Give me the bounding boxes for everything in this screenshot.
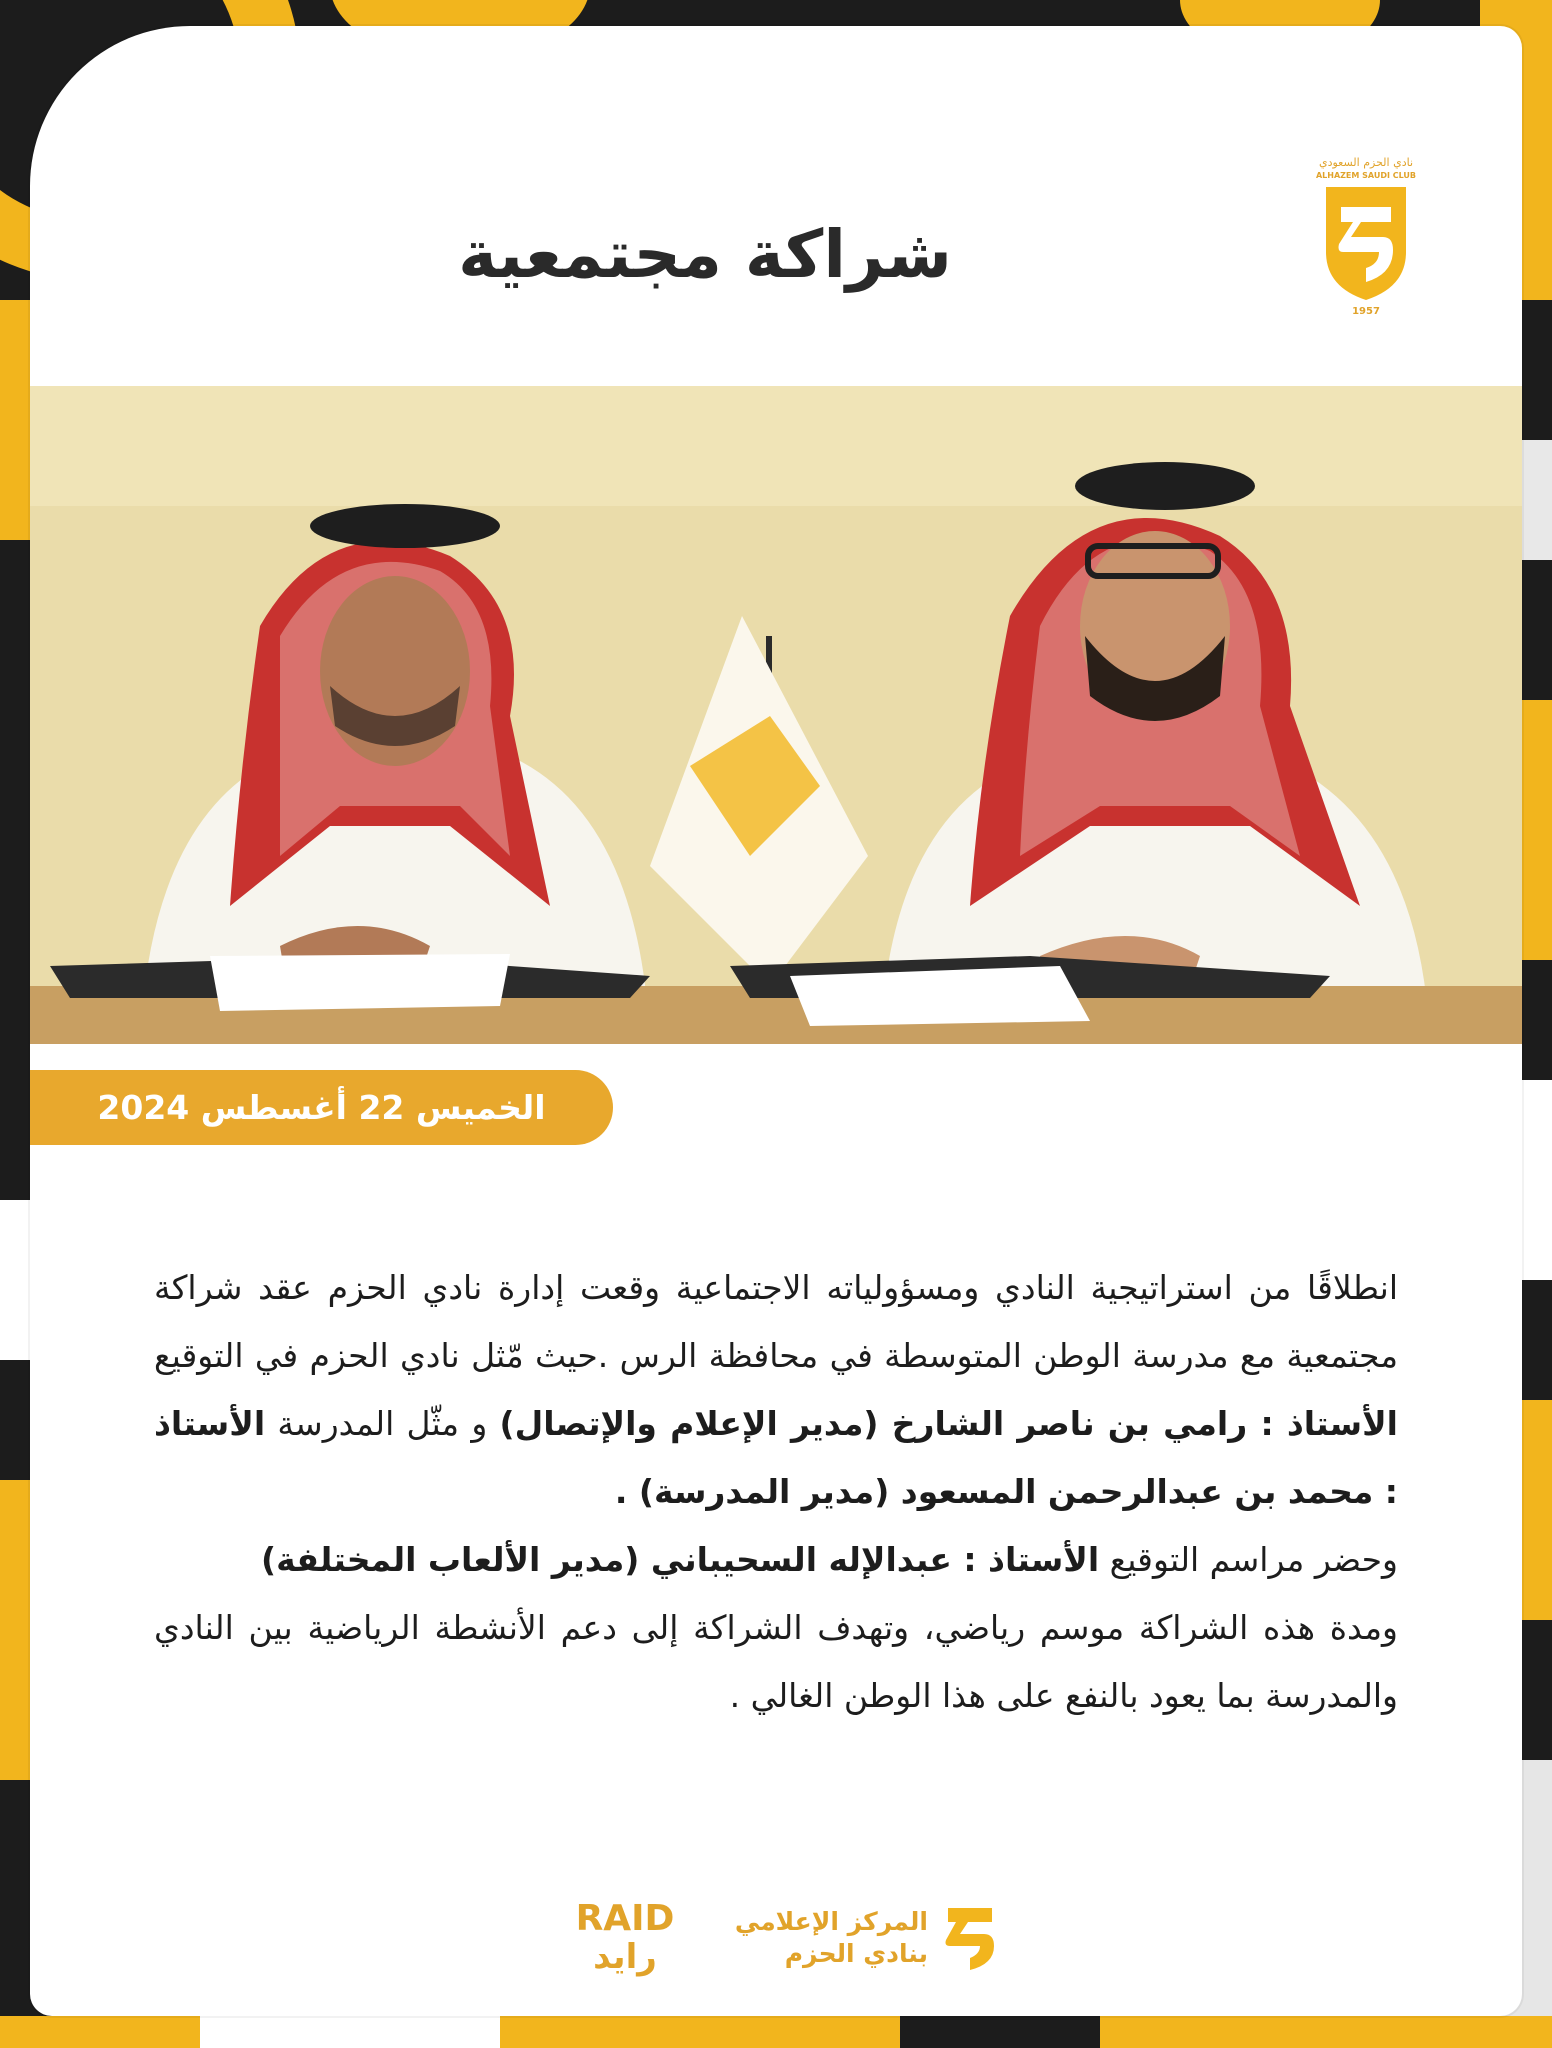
page-title: شراكة مجتمعية: [458, 216, 952, 293]
club-name-ar: نادي الحزم السعودي: [1318, 156, 1414, 169]
paragraph-1: [154, 1254, 1398, 1526]
raid-en: RAID: [575, 1898, 675, 1939]
p1-signatory-club: الأستاذ : رامي بن ناصر الشارخ (مدير الإعلام والإتصال): [499, 1404, 1398, 1443]
photo-illustration: [30, 386, 1522, 1044]
club-name-en: ALHAZEM SAUDI CLUB: [1315, 171, 1417, 180]
club-crest-icon: [1321, 182, 1411, 302]
paragraph-2: [154, 1526, 1398, 1594]
media-center-logo: [700, 1906, 1000, 1970]
p1-signatory-school: الأستاذ : محمد بن عبدالرحمن المسعود (مدير المدرسة) .: [154, 1404, 1398, 1511]
signing-photo: [30, 386, 1522, 1044]
date-banner: [30, 1070, 613, 1145]
raid-ar: رايد: [593, 1937, 657, 1977]
club-year: 1957: [1352, 306, 1380, 317]
p1-text-a: انطلاقًا من استراتيجية النادي ومسؤولياته الاجتماعية وقعت إدارة نادي الحزم عقد شراكة مجتمعية مع مدرسة الوطن المتوسطة في محافظة الرس .حيث مّثل نادي الحزم في التوقيع: [154, 1268, 1398, 1375]
media-line-2: بنادي الحزم: [784, 1939, 928, 1968]
publish-date: الخميس 22 أغسطس 2024: [97, 1088, 546, 1127]
club-logo: [1306, 156, 1426, 366]
article-body: [154, 1254, 1398, 1730]
p2-attendee: الأستاذ : عبدالإله السحيباني (مدير الألعاب المختلفة): [261, 1540, 1100, 1579]
p1-text-c: و مثّل المدرسة: [265, 1404, 500, 1443]
content-card: [30, 26, 1522, 2016]
media-line-1: المركز الإعلامي: [734, 1907, 928, 1936]
p2-text-a: وحضر مراسم التوقيع: [1099, 1540, 1398, 1579]
club-mark-icon: [940, 1902, 1000, 1972]
footer-logos: [570, 1896, 1000, 1992]
raid-logo: [570, 1900, 680, 1976]
paragraph-3: ومدة هذه الشراكة موسم رياضي، وتهدف الشراكة إلى دعم الأنشطة الرياضية بين النادي والمدرسة بما يعود بالنفع على هذا الوطن الغالي .: [154, 1608, 1398, 1715]
